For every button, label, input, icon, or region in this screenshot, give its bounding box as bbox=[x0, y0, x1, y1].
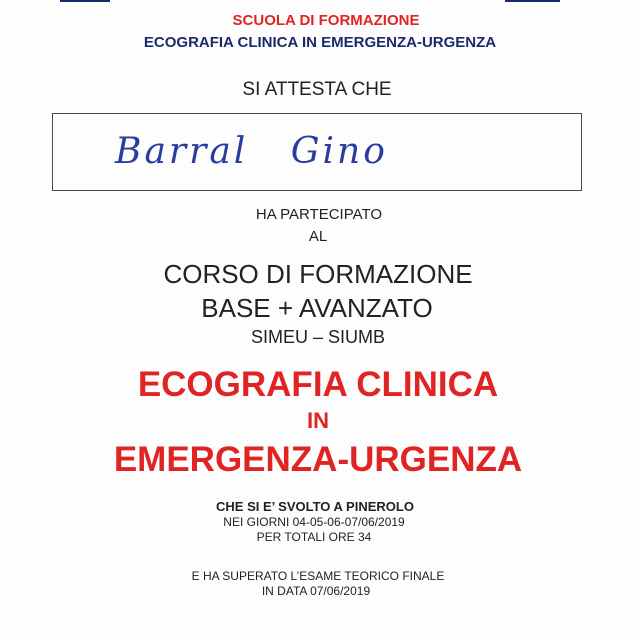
course-location: CHE SI E’ SVOLTO A PINEROLO bbox=[216, 499, 414, 514]
exam-date: IN DATA 07/06/2019 bbox=[261, 584, 371, 598]
school-title: SCUOLA DI FORMAZIONE bbox=[232, 12, 420, 29]
topic-title-line-2: IN bbox=[307, 408, 329, 433]
exam-passed-text: E HA SUPERATO L’ESAME TEORICO FINALE bbox=[191, 569, 445, 583]
course-title-line-1: CORSO DI FORMAZIONE bbox=[163, 259, 473, 289]
topic-title-line-1: ECOGRAFIA CLINICA bbox=[137, 365, 499, 404]
course-hours: PER TOTALI ORE 34 bbox=[256, 530, 372, 544]
top-left-edge-mark bbox=[60, 0, 110, 2]
topic-title-line-3: EMERGENZA-URGENZA bbox=[113, 440, 523, 479]
course-days: NEI GIORNI 04-05-06-07/06/2019 bbox=[223, 515, 405, 529]
top-right-edge-mark bbox=[505, 0, 560, 2]
recipient-name-handwritten: Barral Gino bbox=[115, 131, 388, 172]
participation-text: HA PARTECIPATO bbox=[255, 206, 383, 223]
participation-connector: AL bbox=[308, 228, 328, 245]
attestation-heading: SI ATTESTA CHE bbox=[242, 79, 392, 100]
school-subtitle: ECOGRAFIA CLINICA IN EMERGENZA-URGENZA bbox=[143, 34, 497, 51]
course-title-line-2: BASE + AVANZATO bbox=[201, 293, 433, 323]
course-societies: SIMEU – SIUMB bbox=[250, 327, 386, 347]
recipient-name-box bbox=[52, 113, 582, 191]
